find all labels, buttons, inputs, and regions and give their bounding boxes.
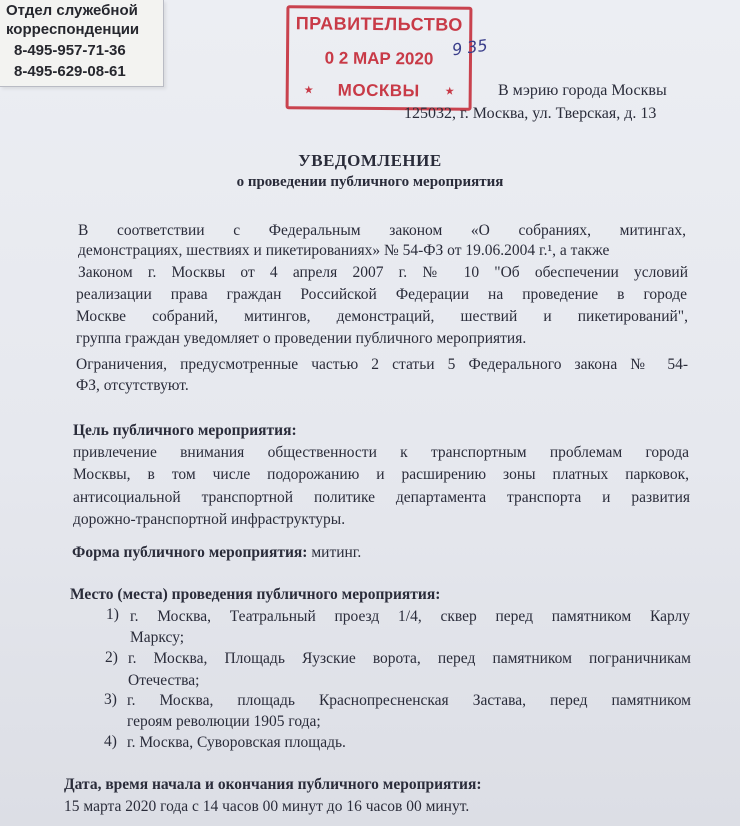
place-number: 1) <box>106 606 119 623</box>
stamp-line: корреспонденции <box>6 21 140 38</box>
goal-line: дорожно-транспортной инфраструктуры. <box>73 511 346 528</box>
place-number: 3) <box>104 691 117 708</box>
place-line: Отечества; <box>128 672 200 689</box>
stamp-title: ПРАВИТЕЛЬСТВО <box>295 13 463 35</box>
stamp-phone: 8-495-957-71-36 <box>14 42 126 59</box>
intro-line: группа граждан уведомляет о проведении публичного мероприятия. <box>76 330 527 347</box>
form-value: митинг. <box>307 544 362 561</box>
place-line: г. Москва, Суворовская площадь. <box>127 734 346 751</box>
goal-label: Цель публичного мероприятия: <box>73 422 297 439</box>
star-icon: ★ <box>444 85 455 98</box>
places-label: Место (места) проведения публичного мероприятия: <box>70 586 441 603</box>
stamp-date: 0 2 МАР 2020 <box>324 48 434 69</box>
datetime-value: 15 марта 2020 года с 14 часов 00 минут до 16 часов 00 минут. <box>64 798 470 815</box>
addressee-line: В мэрию города Москвы <box>498 82 667 99</box>
document-subtitle: о проведении публичного мероприятия <box>236 174 504 190</box>
datetime-label: Дата, время начала и окончания публичного мероприятия: <box>64 776 482 793</box>
goal-line: Москвы, в том числе подорожанию и расширению зоны платных парковок, <box>73 466 689 483</box>
restriction-line: Ограничения, предусмотренные частью 2 статьи 5 Федерального закона № 54- <box>76 356 688 373</box>
goal-line: привлечение внимания общественности к транспортным проблемам города <box>73 444 689 461</box>
goal-line: антисоциальной транспортной политике департамента транспорта и развития <box>73 489 690 506</box>
form-row <box>72 543 361 563</box>
intro-line: Законом г. Москвы от 4 апреля 2007 г. № 10 "Об обеспечении условий <box>78 264 688 281</box>
stamp-phone: 8-495-629-08-61 <box>14 63 126 80</box>
intro-line: Москве собраний, митингов, демонстраций, шествий и пикетирований", <box>76 308 688 325</box>
intro-line: реализации права граждан Российской Федерации на проведение в городе <box>76 286 687 303</box>
place-line: г. Москва, Площадь Яузские ворота, перед памятником пограничникам <box>128 650 691 667</box>
correspondence-stamp <box>0 0 164 87</box>
intro-line: демонстрациях, шествиях и пикетированиях» № 54-ФЗ от 19.06.2004 г.¹, а также <box>78 242 610 259</box>
form-label: Форма публичного мероприятия: <box>72 544 308 561</box>
place-line: г. Москва, площадь Краснопресненская Застава, перед памятником <box>127 692 691 709</box>
addressee-address: 125032, г. Москва, ул. Тверская, д. 13 <box>404 105 657 122</box>
handwritten-number: 9 35 <box>450 35 489 60</box>
government-received-stamp <box>286 5 473 111</box>
document-title: УВЕДОМЛЕНИЕ <box>298 151 442 170</box>
place-number: 4) <box>104 733 117 750</box>
place-line: героям революции 1905 года; <box>127 713 321 730</box>
stamp-city: МОСКВЫ <box>337 80 420 101</box>
place-number: 2) <box>105 649 118 666</box>
restriction-line: ФЗ, отсутствуют. <box>76 377 189 394</box>
place-line: г. Москва, Театральный проезд 1/4, сквер перед памятником Карлу <box>130 608 690 625</box>
place-line: Марксу; <box>130 629 185 646</box>
intro-line: В соответствии с Федеральным законом «О собраниях, митингах, <box>78 222 686 239</box>
star-icon: ★ <box>303 84 314 97</box>
stamp-line: Отдел служебной <box>6 2 138 19</box>
